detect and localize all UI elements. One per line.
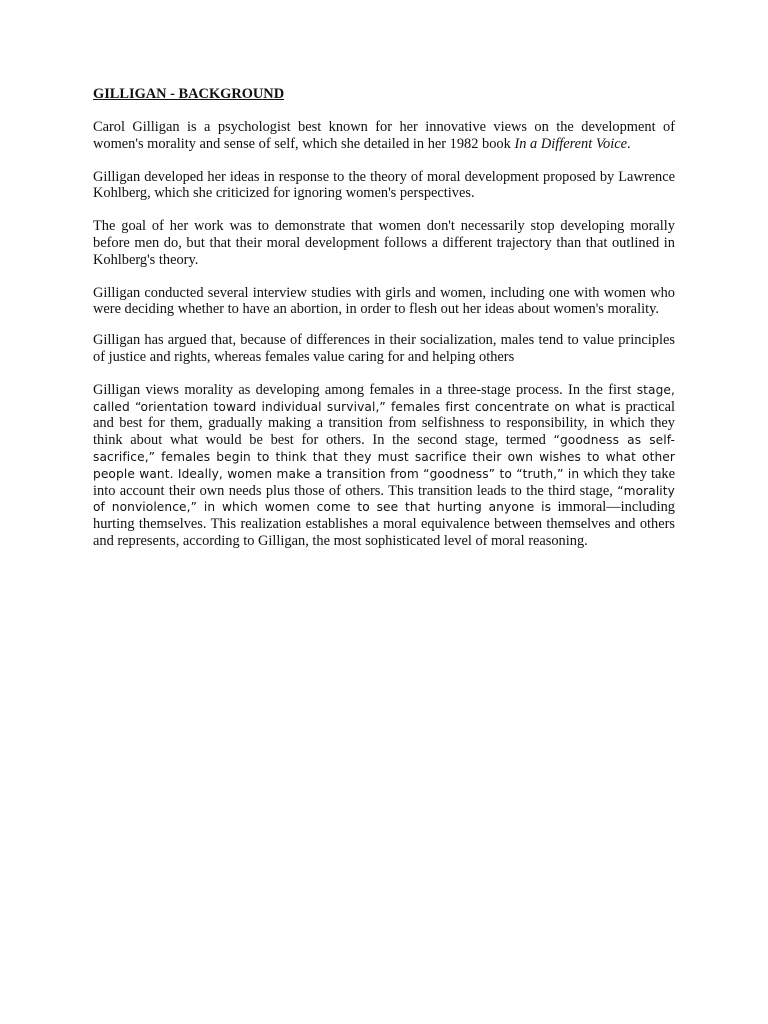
stage-text-b: stage, called “orientation toward individual survival,” females first concentrate on what is — [93, 382, 675, 414]
book-title: In a Different Voice — [514, 135, 627, 152]
paragraph-intro-end: . — [627, 135, 631, 152]
paragraph-goal: The goal of her work was to demonstrate that women don't necessarily stop developing morally before men do, but that their moral development follows a different trajectory than that outlined in Kohlberg's theory. — [93, 218, 675, 268]
stage-text-c: practical and best for them, gradually making a transition from selfishness to responsibility, in which they think about what would be best for others. In the second stage, termed — [93, 398, 675, 449]
paragraph-socialization: Gilligan has argued that, because of differences in their socialization, males tend to value principles of justice and rights, whereas females value caring for and helping others — [93, 332, 675, 365]
document-page — [93, 86, 675, 566]
stage-text-g: immoral—including hurting themselves. This realization establishes a moral equivalence between themselves and others and represents, according to Gilligan, the most sophisticated level of moral reasoning. — [93, 499, 676, 549]
stage-text-a: Gilligan views morality as developing among females in a three-stage process. In the first — [93, 381, 637, 398]
document-heading: GILLIGAN - BACKGROUND — [93, 86, 285, 102]
stage-text-d: “goodness as self-sacrifice,” females begin to think that they must sacrifice their own wishes to what other people want. Ideally, women make a transition from “goodness” to “truth,” in — [93, 433, 675, 481]
paragraph-intro — [93, 119, 675, 153]
paragraph-kohlberg: Gilligan developed her ideas in response to the theory of moral development proposed by Lawrence Kohlberg, which she criticized for ignoring women's perspectives. — [93, 168, 675, 202]
stage-text-f: “morality of nonviolence,” in which women come to see that hurting anyone is — [93, 483, 675, 515]
stage-text-e: which they take into account their own needs plus those of others. This transition leads to the third stage, — [93, 465, 675, 499]
paragraph-interviews: Gilligan conducted several interview studies with girls and women, including one with women who were deciding whether to have an abortion, in order to flesh out her ideas about women's morality. — [93, 284, 675, 318]
paragraph-three-stage — [93, 382, 675, 550]
paragraph-intro-text: Carol Gilligan is a psychologist best known for her innovative views on the development of women's morality and sense of self, which she detailed in her 1982 book — [93, 119, 675, 152]
